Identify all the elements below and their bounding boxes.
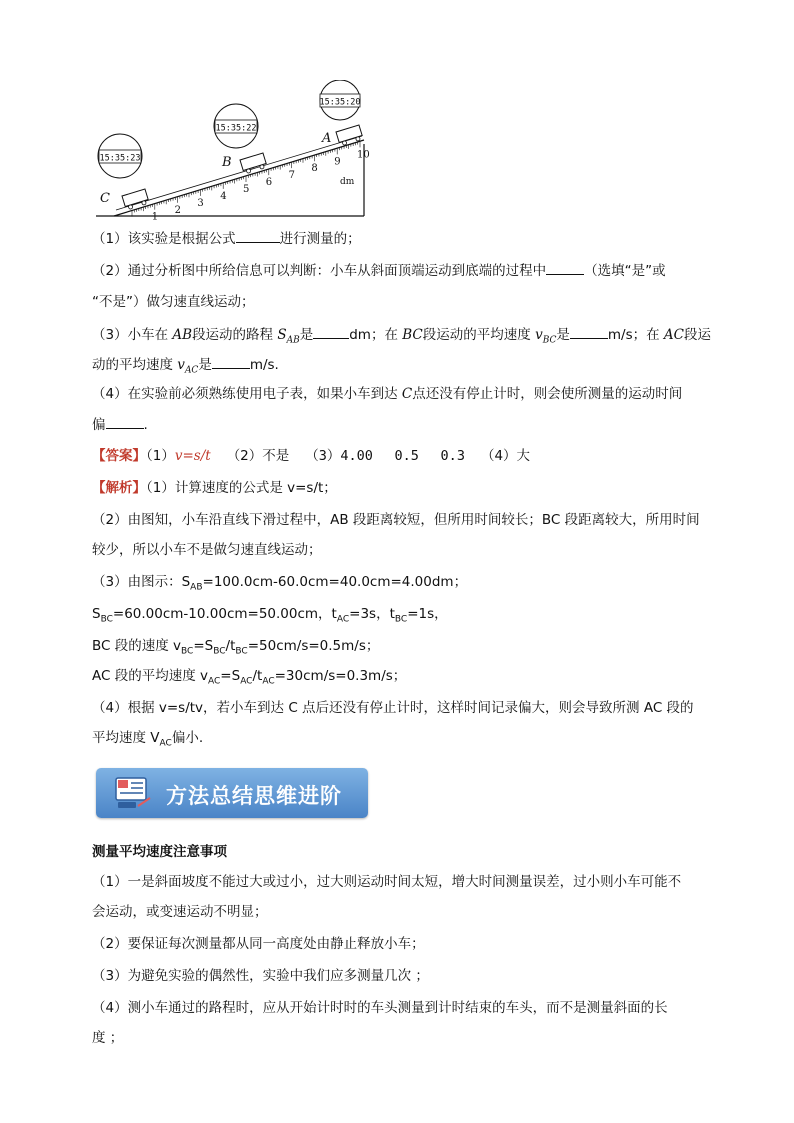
presentation-icon [114, 776, 154, 810]
summary-heading: 测量平均速度注意事项 [92, 844, 227, 860]
method-summary-banner [96, 768, 368, 818]
ruler-label: 8 [311, 163, 318, 175]
summary-line-5: （4）测小车通过的路程时，应从开始计时时的车头测量到计时结束的车头，而不是测量斜面的长 [92, 1000, 668, 1016]
ruler-unit: dm [340, 177, 355, 187]
answer-blank [212, 354, 250, 369]
analysis-tag: 【解析】 [92, 480, 146, 496]
label-c: C [100, 191, 110, 206]
question-1: （1）该实验是根据公式 进行测量的； [92, 228, 361, 249]
ruler-ticks [132, 141, 360, 216]
analysis-line-3: 较少，所以小车不是做匀速直线运动； [92, 542, 322, 558]
clock-b [214, 104, 258, 148]
answer-blank [236, 228, 280, 243]
ruler-label: 5 [243, 184, 250, 195]
clock-c [98, 134, 142, 178]
summary-line-6: 度 ； [92, 1030, 124, 1046]
summary-line-4: （3）为避免实验的偶然性，实验中我们应多测量几次 ； [92, 968, 429, 984]
answer-blank [546, 260, 584, 275]
incline-experiment-diagram [92, 80, 372, 220]
answer-blank [313, 324, 349, 339]
question-3-line-1: （3）小车在 AB段运动的路程 $S_{AB}$是 dm；在 BC段运动的平均速度 $v_{BC}$是 m/s；在 AC段运 [92, 324, 711, 345]
analysis-line-7: AC 段的平均速度 $v_{AC}=S_{AC}/t_{AC}=30cm/s=0.3m/s$； [92, 668, 407, 687]
analysis-line-8: （4）根据 v=s/tv，若小车到达 C 点后还没有停止计时，这样时间记录偏大，则会导致所测 AC 段的 [92, 700, 694, 716]
question-2-line-2: “不是”）做匀速直线运动； [92, 294, 255, 310]
analysis-line-4: （3）由图示：$S_{AB}=100.0cm-60.0cm=40.0cm=4.00dm$； [92, 574, 468, 593]
question-4-line-2: 偏 . [92, 414, 148, 435]
ruler-label: 7 [288, 170, 295, 182]
question-3-line-2: 动的平均速度 $v_{AC}$是 m/s. [92, 354, 279, 375]
label-b: B [222, 155, 232, 170]
answer-tag: 【答案】 [92, 448, 146, 464]
analysis-line-2: （2）由图知，小车沿直线下滑过程中，AB 段距离较短，但所用时间较长；BC 段距离较大，所用时间 [92, 512, 700, 528]
analysis-line-1: 【解析】（1）计算速度的公式是 v=s/t； [92, 480, 337, 496]
analysis-line-5: $S_{BC}=60.00cm-10.00cm=50.00cm$，$t_{AC}=3s$，$t_{BC}=1s$， [92, 606, 448, 625]
summary-line-1: （1）一是斜面坡度不能过大或过小，过大则运动时间太短，增大时间测量误差，过小则小车可能不 [92, 874, 682, 890]
label-a: A [322, 131, 332, 146]
summary-line-2: 会运动，或变速运动不明显； [92, 904, 268, 920]
answer-blank [106, 414, 144, 429]
ruler-label: 4 [220, 190, 227, 202]
answer-line: 【答案】（1）v=s/t （2）不是 （3）4.00 0.5 0.3 （4）大 [92, 448, 531, 464]
analysis-line-9: 平均速度 $V_{AC}$偏小. [92, 730, 204, 749]
summary-line-3: （2）要保证每次测量都从同一高度处由静止释放小车； [92, 936, 425, 952]
question-4-line-1: （4）在实验前必须熟练使用电子表，如果小车到达 C点还没有停止计时，则会使所测量的运动时间 [92, 386, 683, 402]
svg-text:15:35:22: 15:35:22 [215, 123, 257, 134]
question-2-line-1: （2）通过分析图中所给信息可以判断：小车从斜面顶端运动到底端的过程中 （选填“是”或 [92, 260, 666, 281]
answer-blank [570, 324, 608, 339]
ruler-label: 1 [151, 211, 159, 220]
svg-text:15:35:20: 15:35:20 [319, 97, 361, 108]
ruler-label: 6 [265, 177, 273, 189]
ruler-label: 2 [174, 204, 181, 216]
ruler-label: 9 [334, 156, 341, 168]
analysis-line-6: BC 段的速度 $v_{BC}=S_{BC}/t_{BC}=50cm/s=0.5m/s$； [92, 638, 380, 657]
ruler-label: 3 [197, 197, 204, 209]
ruler-label: 10 [357, 149, 370, 161]
cart-a [336, 125, 363, 146]
clock-a [320, 80, 361, 120]
svg-text:15:35:23: 15:35:23 [99, 153, 141, 164]
banner-title: 方法总结思维进阶 [166, 784, 342, 808]
